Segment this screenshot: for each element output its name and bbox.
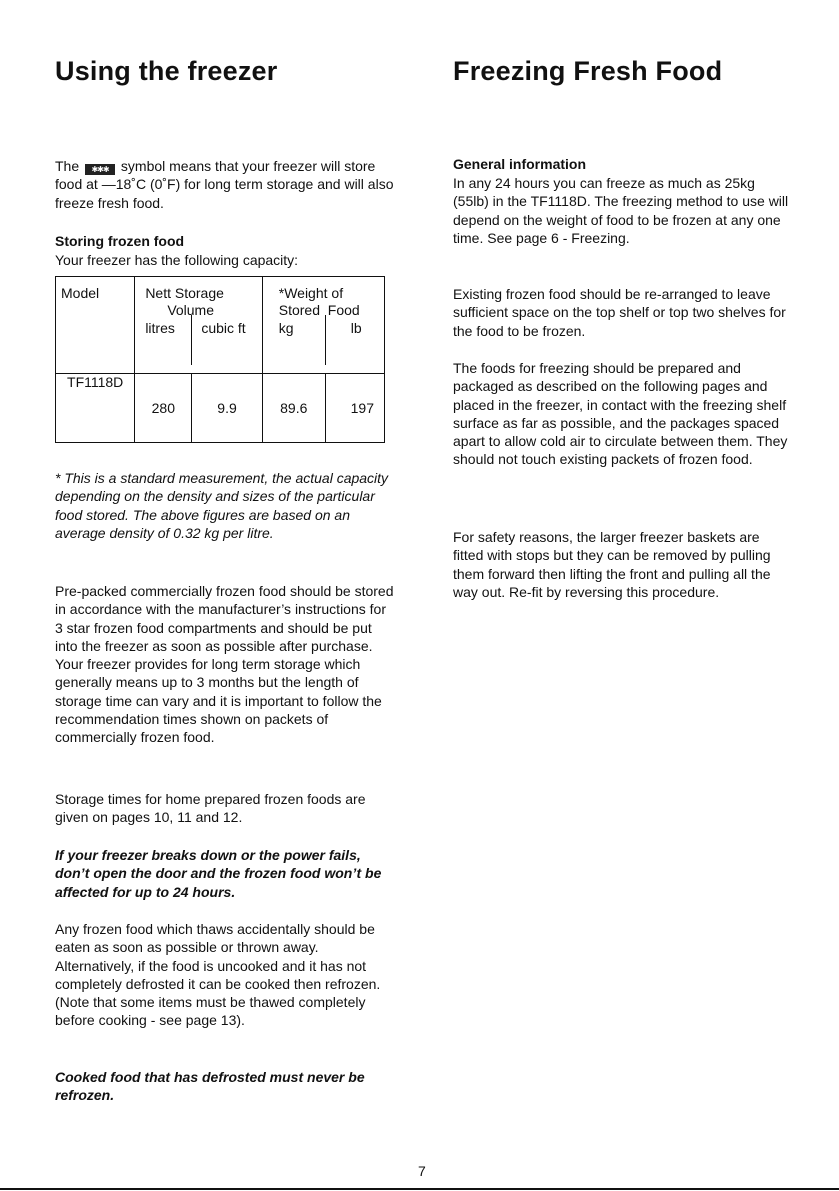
header-stored-food: Stored Food — [278, 302, 360, 318]
prepacked-paragraph: Pre-packed commercially frozen food should be stored in accordance with the manufacturer’s instructions for 3 star frozen food compartments and should be put into the freezer as soon as possible after purchase. Your freezer provides for long term storage which generally means up to 3 months but the length of storage time can vary and it is important to follow the recommendation times shown on packets of commercially frozen food. — [55, 583, 394, 746]
header-cubic-ft: cubic ft — [201, 320, 246, 336]
cooked-warning: Cooked food that has defrosted must never be refrozen. — [55, 1069, 365, 1104]
table-row — [56, 374, 385, 443]
cell-nett-storage — [135, 374, 262, 443]
safety-paragraph: For safety reasons, the larger freezer baskets are fitted with stops but they can be removed by pulling them forward then lifting the front and pulling all the way out. Re-fit by reversing this procedure. — [453, 529, 771, 600]
thaws-paragraph: Any frozen food which thaws accidentally should be eaten as soon as possible or thrown away. Alternatively, if the food is uncooked and it has not completely defrosted it can be cooked then refrozen. (Note that some items must be thawed completely before cooking - see page 13). — [55, 921, 381, 1029]
general-paragraph: In any 24 hours you can freeze as much as 25kg (55lb) in the TF1118D. The freezing method to use will depend on the weight of food to be frozen at any one time. See page 6 - Freezing. — [453, 175, 789, 246]
intro-pre: The — [55, 158, 80, 174]
intro-post: symbol means that your freezer will store food at —18˚C (0˚F) for long term storage and will also freeze fresh food. — [55, 158, 394, 211]
cell-lb: 197 — [350, 400, 374, 416]
foods-paragraph: The foods for freezing should be prepared and packaged as described on the following pages and placed in the freezer, in contact with the freezing shelf surface as far as possible, and the packages spaced apart to allow cold air to circulate between them. They should not touch existing packets of frozen food. — [453, 360, 788, 468]
table-header-row — [56, 277, 385, 374]
three-star-icon: ✱✱✱ — [85, 164, 115, 175]
header-litres: litres — [145, 320, 175, 336]
header-model: Model — [56, 277, 135, 374]
footer-rule — [0, 1188, 839, 1190]
header-volume: Volume — [167, 302, 215, 318]
general-heading: General information — [453, 156, 587, 172]
capacity-table — [55, 276, 385, 443]
cell-litres: 280 — [151, 400, 175, 416]
storing-intro: Your freezer has the following capacity: — [55, 252, 299, 268]
storage-times-paragraph: Storage times for home prepared frozen foods are given on pages 10, 11 and 12. — [55, 791, 366, 826]
cell-model: TF1118D — [56, 374, 135, 443]
cell-kg: 89.6 — [280, 400, 308, 416]
header-lb: lb — [350, 320, 362, 336]
header-kg: kg — [278, 320, 294, 336]
page-number: 7 — [418, 1163, 426, 1179]
header-nett: Nett Storage — [145, 285, 224, 301]
page-title-freezing-fresh-food: Freezing Fresh Food — [453, 56, 723, 86]
intro-paragraph — [55, 157, 395, 212]
footnote: * This is a standard measurement, the actual capacity depending on the density and sizes of the particular food stored. The above figures are based on an average density of 0.32 kg per litre. — [55, 470, 389, 541]
cell-cubic-ft: 9.9 — [217, 400, 237, 416]
header-nett-storage — [135, 277, 262, 374]
breakdown-warning: If your freezer breaks down or the power fails, don’t open the door and the frozen food won’t be affected for up to 24 hours. — [55, 847, 382, 900]
storing-heading: Storing frozen food — [55, 233, 185, 249]
existing-paragraph: Existing frozen food should be re-arranged to leave sufficient space on the top shelf or top two shelves for the food to be frozen. — [453, 286, 786, 339]
header-weight-of: *Weight of — [278, 285, 344, 301]
cell-weight — [262, 374, 384, 443]
header-weight — [262, 277, 384, 374]
page-title-using-freezer: Using the freezer — [55, 56, 278, 86]
